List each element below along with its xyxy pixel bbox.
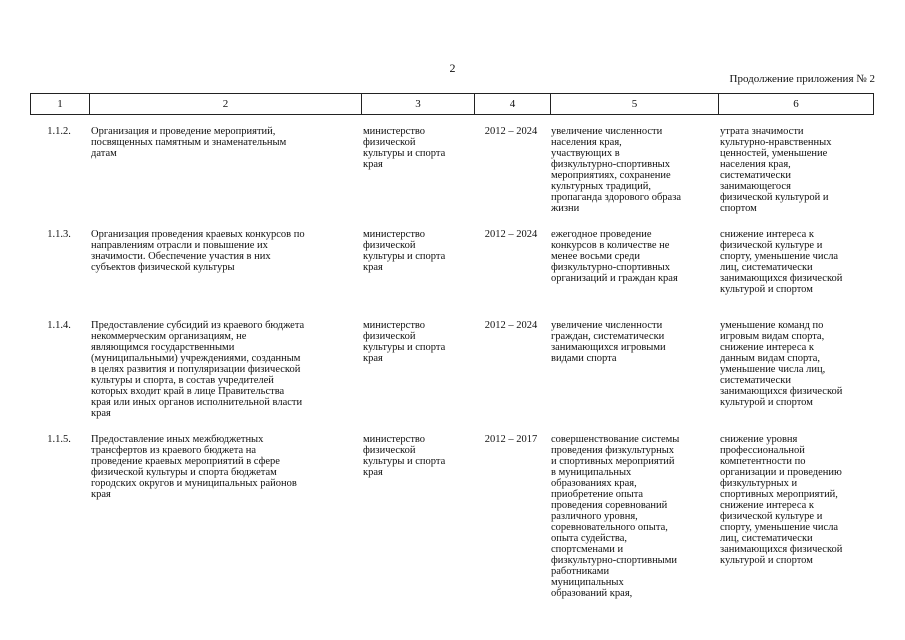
- responsible-executor: министерство физической культуры и спорта края: [363, 126, 446, 170]
- appendix-continuation-label: Продолжение приложения № 2: [729, 73, 875, 85]
- measure-description: Предоставление субсидий из краевого бюджета некоммерческим организациям, не являющимся государственными (муниципальными) учреждениями, созданным в целях развития и популяризации физической культуры и спорта, в состав учредителей которых входит край в лице Правительства края или иных органов исполнительной власти края: [91, 320, 305, 419]
- column-header-1: 1: [57, 98, 63, 110]
- non-implementation-consequences: уменьшение команд по игровым видам спорта, снижение интереса к данным видам спорта, уменьшение числа лиц, систематически занимающихся физической культурой и спортом: [720, 320, 843, 408]
- non-implementation-consequences: утрата значимости культурно-нравственных ценностей, уменьшение населения края, систематически занимающегося физической культурой и спортом: [720, 126, 832, 214]
- table-header-row: [30, 93, 874, 115]
- row-number: 1.1.3.: [47, 229, 71, 240]
- expected-result: увеличение численности населения края, участвующих в физкультурно-спортивных мероприятиях, сохранение культурных традиций, пропаганда здорового образа жизни: [551, 126, 682, 214]
- expected-result: увеличение численности граждан, систематически занимающихся игровыми видами спорта: [551, 320, 666, 364]
- expected-result: совершенствование системы проведения физкультурных и спортивных мероприятий в муниципальных образованиях края, приобретение опыта проведения соревнований различного уровня, соревновательного опыта, опыта судейства, спортсменами и физкультурно-спортивными работниками муниципальных образований края,: [551, 434, 680, 599]
- implementation-years: 2012 – 2017: [484, 434, 538, 445]
- page-number: 2: [449, 61, 456, 75]
- responsible-executor: министерство физической культуры и спорта края: [363, 229, 446, 273]
- row-number: 1.1.4.: [47, 320, 71, 331]
- non-implementation-consequences: снижение интереса к физической культуре и спорту, уменьшение числа лиц, систематически занимающихся физической культурой и спортом: [720, 229, 843, 295]
- responsible-executor: министерство физической культуры и спорта края: [363, 434, 446, 478]
- row-number: 1.1.5.: [47, 434, 71, 445]
- column-header-4: 4: [474, 94, 550, 114]
- column-header-2: 2: [89, 94, 361, 114]
- measure-description: Организация проведения краевых конкурсов по направлениям отрасли и повышение их значимости. Обеспечение участия в них субъектов физической культуры: [91, 229, 305, 273]
- implementation-years: 2012 – 2024: [484, 126, 538, 137]
- measure-description: Организация и проведение мероприятий, посвященных памятным и знаменательным датам: [91, 126, 287, 159]
- column-header-6: 6: [718, 94, 873, 114]
- row-number: 1.1.2.: [47, 126, 71, 137]
- implementation-years: 2012 – 2024: [484, 320, 538, 331]
- non-implementation-consequences: снижение уровня профессиональной компетентности по организации и проведению физкультурных и спортивных мероприятий, снижение интереса к физической культуре и спорту, уменьшение числа лиц, систематически занимающихся физической культурой и спортом: [720, 434, 843, 566]
- responsible-executor: министерство физической культуры и спорта края: [363, 320, 446, 364]
- column-header-5: 5: [550, 94, 718, 114]
- measure-description: Предоставление иных межбюджетных трансфертов из краевого бюджета на проведение краевых мероприятий в сфере физической культуры и спорта бюджетам городских округов и муниципальных районов края: [91, 434, 297, 500]
- column-header-3: 3: [361, 94, 474, 114]
- implementation-years: 2012 – 2024: [484, 229, 538, 240]
- expected-result: ежегодное проведение конкурсов в количестве не менее восьми среди физкультурно-спортивных организаций и граждан края: [551, 229, 678, 284]
